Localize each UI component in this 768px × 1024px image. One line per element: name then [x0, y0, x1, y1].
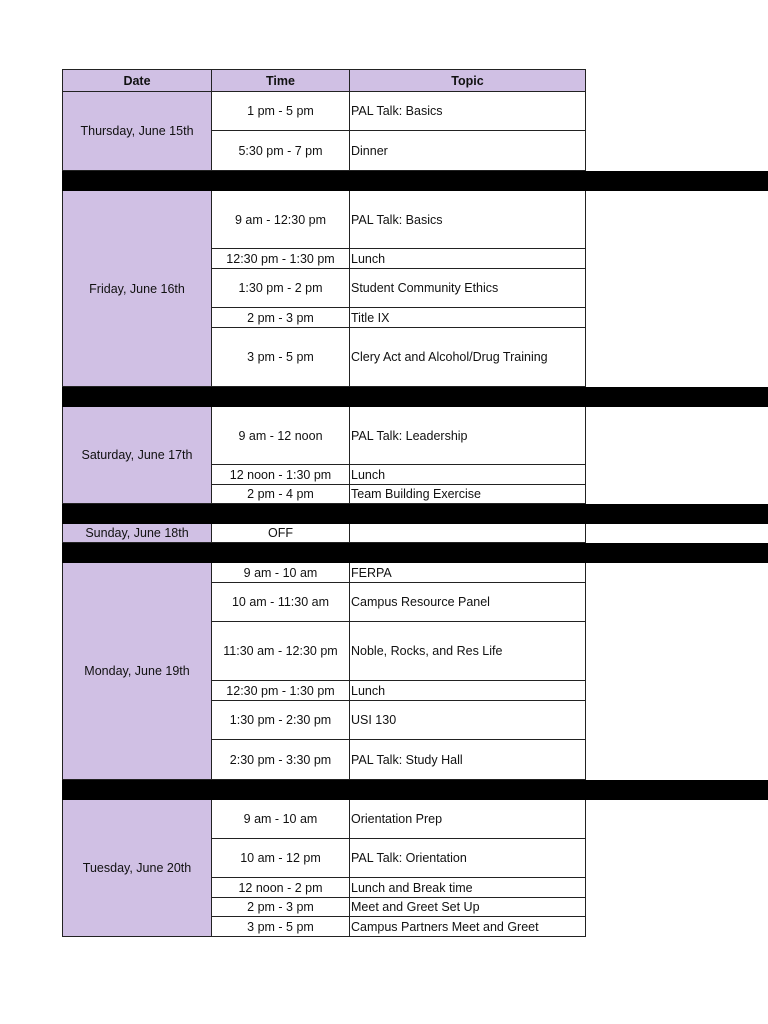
time-cell: 3 pm - 5 pm	[211, 328, 349, 387]
schedule-row	[62, 269, 586, 308]
schedule-row	[62, 191, 586, 249]
time-cell: 3 pm - 5 pm	[211, 917, 349, 937]
date-cell-saturday: Saturday, June 17th	[62, 407, 212, 504]
schedule-row	[62, 701, 586, 740]
time-cell: 1:30 pm - 2 pm	[211, 269, 349, 308]
topic-cell: USI 130	[349, 701, 586, 740]
schedule-row	[62, 740, 586, 780]
topic-cell: Orientation Prep	[349, 800, 586, 839]
topic-cell: FERPA	[349, 563, 586, 583]
time-cell: 12:30 pm - 1:30 pm	[211, 249, 349, 269]
topic-cell: Noble, Rocks, and Res Life	[349, 622, 586, 681]
schedule-header	[62, 69, 586, 92]
topic-cell: Team Building Exercise	[349, 485, 586, 504]
time-cell: 12 noon - 2 pm	[211, 878, 349, 898]
schedule-row	[62, 465, 586, 485]
header-topic: Topic	[349, 69, 586, 92]
schedule-row	[62, 328, 586, 387]
topic-cell: PAL Talk: Orientation	[349, 839, 586, 878]
time-cell: 9 am - 12:30 pm	[211, 191, 349, 249]
time-cell: 12:30 pm - 1:30 pm	[211, 681, 349, 701]
topic-cell: PAL Talk: Basics	[349, 92, 586, 131]
topic-cell: PAL Talk: Study Hall	[349, 740, 586, 780]
date-cell-thursday: Thursday, June 15th	[62, 92, 212, 171]
time-cell: 9 am - 10 am	[211, 563, 349, 583]
schedule-row	[62, 92, 586, 131]
date-cell-friday: Friday, June 16th	[62, 191, 212, 387]
time-cell: 2 pm - 4 pm	[211, 485, 349, 504]
schedule-row	[62, 917, 586, 937]
schedule-row	[62, 407, 586, 465]
header-time: Time	[211, 69, 349, 92]
schedule-row	[62, 524, 586, 543]
header-date: Date	[62, 69, 211, 92]
separator-bar	[62, 171, 768, 191]
schedule-row	[62, 681, 586, 701]
topic-cell: Lunch	[349, 681, 586, 701]
topic-cell: Dinner	[349, 131, 586, 171]
topic-cell: Campus Partners Meet and Greet	[349, 917, 586, 937]
time-cell: 1 pm - 5 pm	[211, 92, 349, 131]
topic-cell: Lunch	[349, 249, 586, 269]
date-cell-sunday: Sunday, June 18th	[62, 524, 212, 543]
schedule-row	[62, 839, 586, 878]
topic-cell	[349, 524, 586, 543]
schedule-row	[62, 249, 586, 269]
topic-cell: Campus Resource Panel	[349, 583, 586, 622]
date-cell-monday: Monday, June 19th	[62, 563, 212, 780]
time-cell: 11:30 am - 12:30 pm	[211, 622, 349, 681]
topic-cell: Clery Act and Alcohol/Drug Training	[349, 328, 586, 387]
time-cell: 10 am - 11:30 am	[211, 583, 349, 622]
schedule-row	[62, 485, 586, 504]
time-cell: OFF	[212, 524, 349, 543]
topic-cell: Lunch	[349, 465, 586, 485]
schedule-row	[62, 800, 586, 839]
topic-cell: Student Community Ethics	[349, 269, 586, 308]
schedule-row	[62, 898, 586, 917]
topic-cell: Lunch and Break time	[349, 878, 586, 898]
separator-bar	[62, 387, 768, 407]
time-cell: 9 am - 12 noon	[211, 407, 349, 465]
time-cell: 2 pm - 3 pm	[211, 898, 349, 917]
time-cell: 9 am - 10 am	[211, 800, 349, 839]
schedule-row	[62, 622, 586, 681]
schedule-row	[62, 308, 586, 328]
date-cell-tuesday: Tuesday, June 20th	[62, 800, 212, 937]
time-cell: 2 pm - 3 pm	[211, 308, 349, 328]
time-cell: 10 am - 12 pm	[211, 839, 349, 878]
separator-bar	[62, 780, 768, 800]
topic-cell: PAL Talk: Leadership	[349, 407, 586, 465]
time-cell: 12 noon - 1:30 pm	[211, 465, 349, 485]
separator-bar	[62, 543, 768, 563]
topic-cell: Meet and Greet Set Up	[349, 898, 586, 917]
schedule-row	[62, 583, 586, 622]
schedule-row	[62, 878, 586, 898]
time-cell: 1:30 pm - 2:30 pm	[211, 701, 349, 740]
schedule-row	[62, 131, 586, 171]
schedule-row	[62, 563, 586, 583]
time-cell: 2:30 pm - 3:30 pm	[211, 740, 349, 780]
topic-cell: PAL Talk: Basics	[349, 191, 586, 249]
topic-cell: Title IX	[349, 308, 586, 328]
time-cell: 5:30 pm - 7 pm	[211, 131, 349, 171]
separator-bar	[62, 504, 768, 524]
